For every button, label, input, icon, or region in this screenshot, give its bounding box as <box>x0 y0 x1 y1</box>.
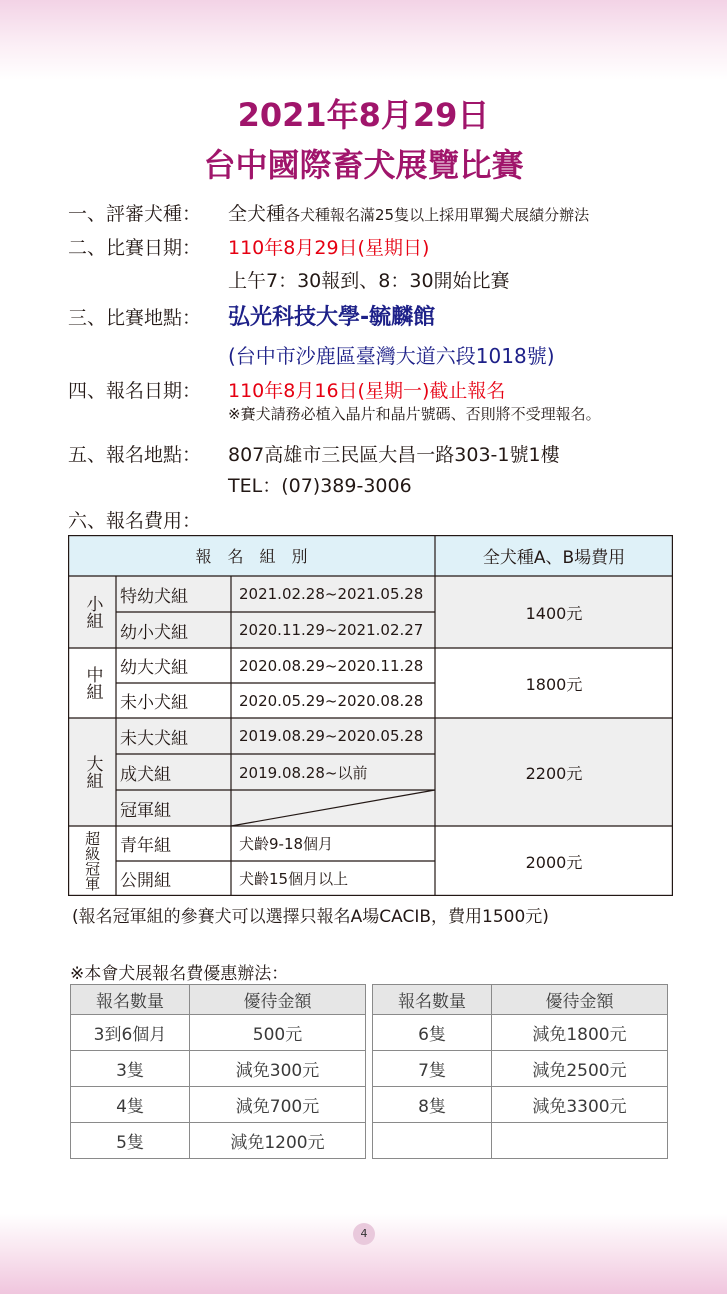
item-label-fees: 六、報名費用： <box>68 510 202 532</box>
discount-amount: 減免2500元 <box>492 1051 668 1087</box>
discount-qty: 3隻 <box>71 1051 190 1087</box>
class-range: 2021.02.28~2021.05.28 <box>239 585 424 603</box>
discount-amount: 減免3300元 <box>492 1087 668 1123</box>
item-value-registration-date: 110年8月16日(星期一)截止報名 <box>228 380 506 402</box>
discount-amount: 減免700元 <box>190 1087 366 1123</box>
breeds-main: 全犬種 <box>228 203 286 225</box>
class-name: 未大犬組 <box>120 728 188 749</box>
discount-qty: 7隻 <box>373 1051 492 1087</box>
item-value-phone: TEL：(07)389-3006 <box>228 475 412 497</box>
class-range: 2020.08.29~2020.11.28 <box>239 656 424 675</box>
group-name-supreme: 超級冠軍 <box>83 831 102 891</box>
item-value-venue: 弘光科技大學-毓麟館 <box>228 305 436 330</box>
breeds-note: 各犬種報名滿25隻以上採用單獨犬展績分辦法 <box>285 206 590 224</box>
discount-qty: 5隻 <box>71 1123 190 1159</box>
discount-amount: 減免1800元 <box>492 1015 668 1051</box>
class-name: 幼小犬組 <box>120 622 188 643</box>
discount-amount: 500元 <box>190 1015 366 1051</box>
item-label-registration-date: 四、報名日期： <box>68 380 202 402</box>
discount-amount: 減免1200元 <box>190 1123 366 1159</box>
item-value-registration-place: 807高雄市三民區大昌一路303-1號1樓 <box>228 444 560 466</box>
microchip-note: ※賽犬請務必植入晶片和晶片號碼、否則將不受理報名。 <box>228 405 601 423</box>
group-name-medium: 中組 <box>82 666 103 700</box>
fee-header-price: 全犬種A、B場費用 <box>435 535 673 576</box>
discount-header-amount: 優待金額 <box>190 985 366 1015</box>
item-value-address: (台中市沙鹿區臺灣大道六段1018號) <box>228 344 555 368</box>
group-name-small: 小組 <box>82 595 103 629</box>
class-range: 2019.08.29~2020.05.28 <box>239 727 424 745</box>
item-label-date: 二、比賽日期： <box>68 237 202 259</box>
fee-header-group: 報 名 組 別 <box>68 535 435 576</box>
class-range: 2020.05.29~2020.08.28 <box>239 691 424 710</box>
discount-table-right <box>372 984 668 1159</box>
class-name: 冠軍組 <box>120 800 171 821</box>
item-value-date: 110年8月29日(星期日) <box>228 237 430 259</box>
discount-header-qty: 報名數量 <box>373 985 492 1015</box>
event-name-title: 台中國際畜犬展覽比賽 <box>203 146 524 184</box>
fee-medium: 1800元 <box>525 674 583 694</box>
fee-table <box>68 535 673 896</box>
class-name: 青年組 <box>120 836 171 856</box>
discount-qty: 3到6個月 <box>71 1015 190 1051</box>
fee-large: 2200元 <box>525 763 583 783</box>
discount-qty: 6隻 <box>373 1015 492 1051</box>
top-gradient-band <box>0 0 727 80</box>
discount-header-amount: 優待金額 <box>492 985 668 1015</box>
class-name: 未小犬組 <box>120 693 188 713</box>
fee-table-grid <box>68 535 673 896</box>
class-name: 幼大犬組 <box>120 658 188 678</box>
class-name: 公開組 <box>120 871 171 891</box>
discount-qty: 8隻 <box>373 1087 492 1123</box>
class-range: 2020.11.29~2021.02.27 <box>239 621 424 639</box>
discount-amount <box>492 1123 668 1159</box>
class-range: 犬齡9-18個月 <box>239 835 334 853</box>
item-label-breeds: 一、評審犬種： <box>68 203 202 225</box>
discount-table-left <box>70 984 366 1159</box>
discount-amount: 減免300元 <box>190 1051 366 1087</box>
item-value-time: 上午7：30報到、8：30開始比賽 <box>228 270 510 292</box>
discount-qty <box>373 1123 492 1159</box>
class-range: 犬齡15個月以上 <box>239 870 349 888</box>
fee-supreme: 2000元 <box>525 852 583 872</box>
item-label-venue: 三、比賽地點： <box>68 307 202 329</box>
item-label-registration-place: 五、報名地點： <box>68 444 202 466</box>
page-number: 4 <box>353 1223 375 1245</box>
item-value-breeds <box>228 199 589 226</box>
event-date-title: 2021年8月29日 <box>237 96 490 134</box>
group-name-large: 大組 <box>82 755 103 789</box>
class-name: 成犬組 <box>120 764 171 785</box>
discount-qty: 4隻 <box>71 1087 190 1123</box>
discount-header-qty: 報名數量 <box>71 985 190 1015</box>
fee-footnote: (報名冠軍組的參賽犬可以選擇只報名A場CACIB，費用1500元) <box>72 907 549 927</box>
class-name: 特幼犬組 <box>120 586 188 607</box>
class-range: 2019.08.28~以前 <box>239 763 368 782</box>
discount-title: ※本會犬展報名費優惠辦法： <box>70 964 289 984</box>
fee-small: 1400元 <box>525 603 583 623</box>
